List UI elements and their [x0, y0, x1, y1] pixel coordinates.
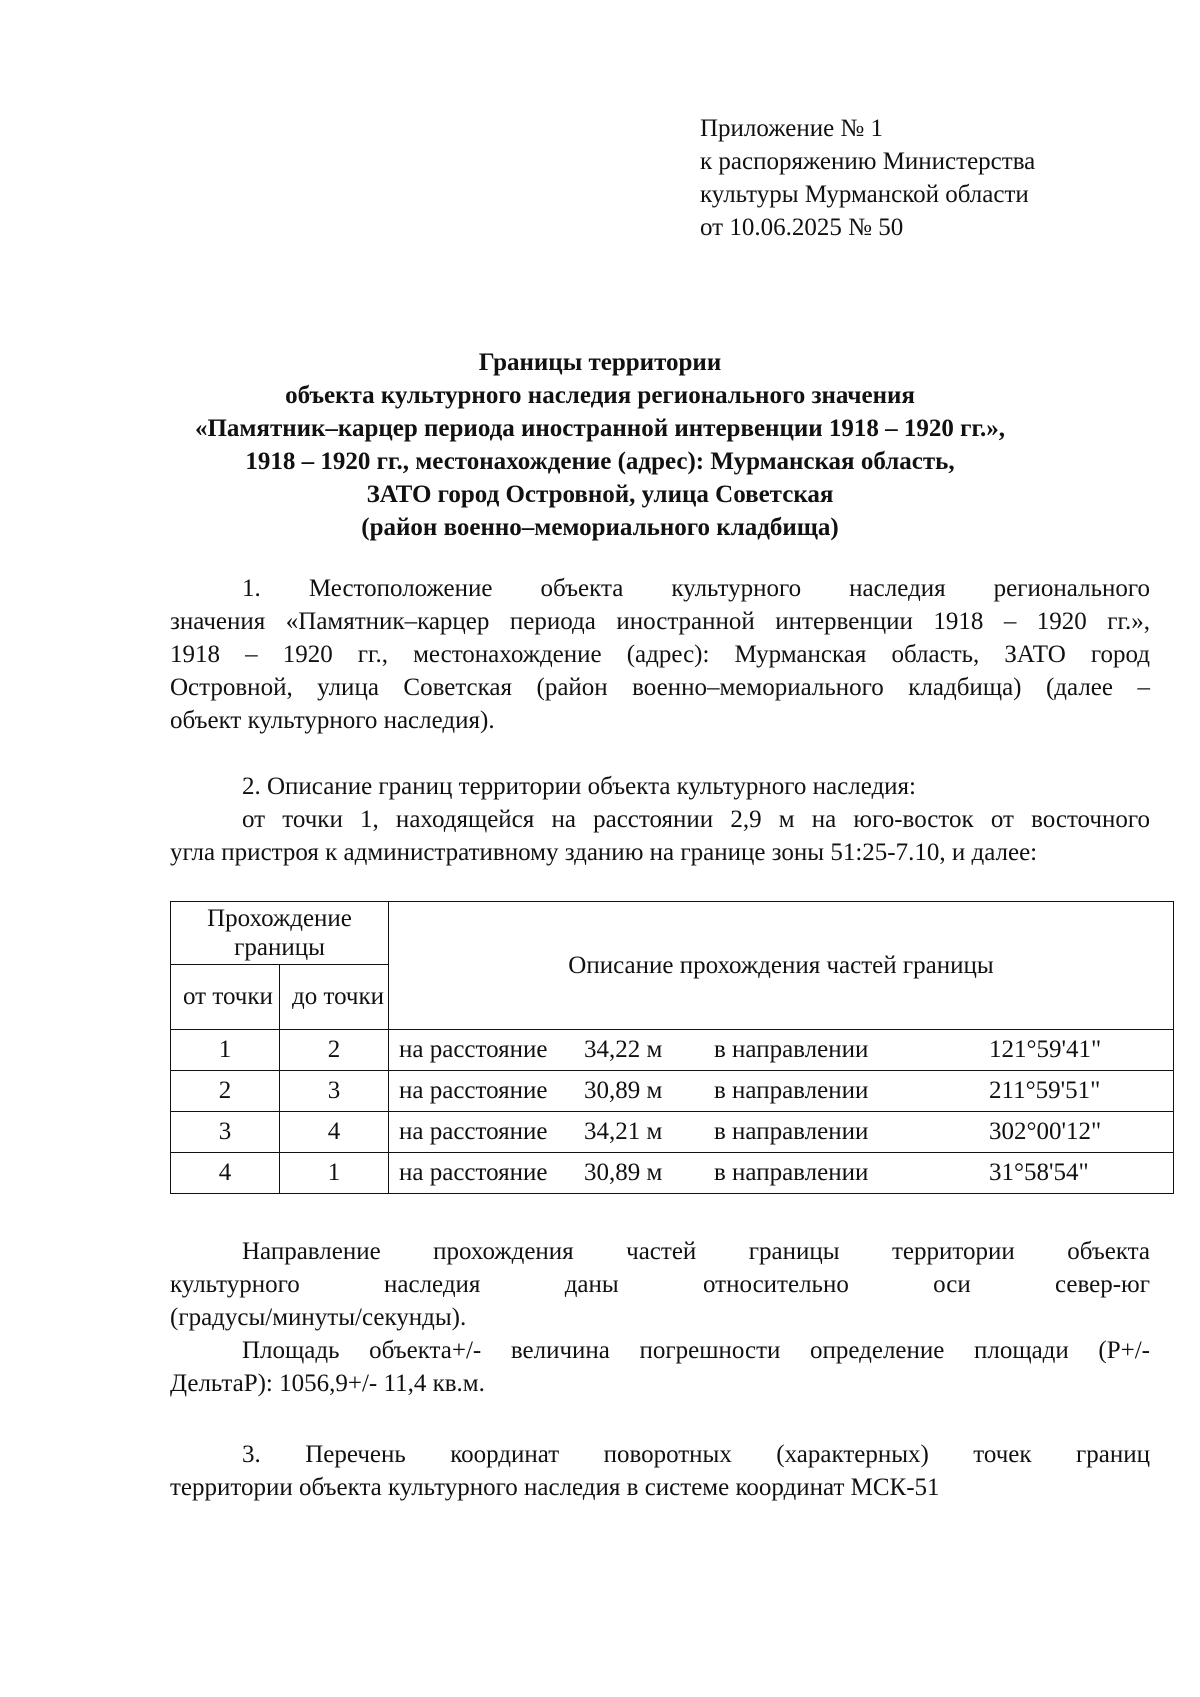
header-description: Описание прохождения частей границы — [389, 902, 1174, 1030]
boundary-table — [170, 901, 1174, 1194]
cell-to: 2 — [280, 1030, 389, 1071]
direction-notes — [170, 1235, 1150, 1400]
cell-description — [389, 1112, 1174, 1153]
distance-label: на расстояние — [399, 1036, 548, 1063]
paragraph-line: значения «Памятник–карцер периода иностранной интервенции 1918 – 1920 гг.», — [170, 608, 1150, 635]
cell-description — [389, 1153, 1174, 1194]
table-row — [171, 1112, 1174, 1153]
paragraph-line: территории объекта культурного наследия в системе координат МСК-51 — [170, 1474, 940, 1501]
area-line: ДельтаP): 1056,9+/- 11,4 кв.м. — [170, 1370, 485, 1397]
header-boundary-pass: Прохождение границы — [171, 902, 389, 965]
title-line: ЗАТО город Островной, улица Советская — [366, 481, 834, 508]
appendix-header — [700, 112, 1035, 244]
section-3-coordinates — [170, 1438, 1150, 1504]
distance-label: на расстояние — [399, 1118, 548, 1145]
cell-from: 2 — [171, 1071, 280, 1112]
section-1-location — [170, 572, 1150, 737]
appendix-line: к распоряжению Министерства — [700, 148, 1036, 175]
direction-angle: 211°59'51" — [989, 1077, 1101, 1104]
title-line: 1918 – 1920 гг., местонахождение (адрес): Мурманская область, — [245, 448, 955, 475]
distance-value: 34,22 м — [584, 1036, 663, 1063]
table-row — [171, 1153, 1174, 1194]
appendix-line: Приложение № 1 — [700, 115, 884, 142]
cell-from: 3 — [171, 1112, 280, 1153]
cell-to: 4 — [280, 1112, 389, 1153]
section-heading: 2. Описание границ территории объекта культурного наследия: — [242, 773, 916, 800]
title-line: Границы территории — [478, 349, 722, 376]
cell-description — [389, 1071, 1174, 1112]
distance-value: 30,89 м — [584, 1077, 663, 1104]
paragraph-line: Островной, улица Советская (район военно–мемориального кладбища) (далее – — [170, 674, 1150, 701]
appendix-line: от 10.06.2025 № 50 — [700, 214, 904, 241]
paragraph-line: культурного наследия даны относительно оси север-юг — [170, 1271, 1150, 1298]
appendix-line: культуры Мурманской области — [700, 181, 1029, 208]
paragraph-line: (градусы/минуты/секунды). — [170, 1304, 467, 1331]
paragraph-line: угла пристроя к административному зданию на границе зоны 51:25-7.10, и далее: — [170, 839, 1038, 866]
direction-label: в направлении — [714, 1077, 869, 1104]
paragraph-line: 1918 – 1920 гг., местонахождение (адрес): Мурманская область, ЗАТО город — [170, 641, 1150, 668]
paragraph-line: 1. Местоположение объекта культурного наследия регионального — [242, 575, 1150, 602]
distance-value: 30,89 м — [584, 1159, 663, 1186]
cell-from: 4 — [171, 1153, 280, 1194]
paragraph-line: Направление прохождения частей границы территории объекта — [242, 1238, 1150, 1265]
direction-label: в направлении — [714, 1159, 869, 1186]
paragraph-line: от точки 1, находящейся на расстоянии 2,9 м на юго-восток от восточного — [242, 806, 1150, 833]
title-line: объекта культурного наследия регионального значения — [285, 382, 915, 409]
cell-from: 1 — [171, 1030, 280, 1071]
distance-label: на расстояние — [399, 1077, 548, 1104]
direction-angle: 121°59'41" — [989, 1036, 1102, 1063]
cell-to: 1 — [280, 1153, 389, 1194]
distance-label: на расстояние — [399, 1159, 548, 1186]
title-line: «Памятник–карцер периода иностранной интервенции 1918 – 1920 гг.», — [194, 415, 1006, 442]
cell-to: 3 — [280, 1071, 389, 1112]
table-row — [171, 1071, 1174, 1112]
paragraph-line: объект культурного наследия). — [170, 707, 495, 734]
direction-label: в направлении — [714, 1036, 869, 1063]
direction-label: в направлении — [714, 1118, 869, 1145]
distance-value: 34,21 м — [584, 1118, 663, 1145]
header-from-point: от точки — [171, 965, 280, 1030]
document-title — [160, 346, 1040, 544]
paragraph-line: 3. Перечень координат поворотных (характерных) точек границ — [242, 1441, 1150, 1468]
cell-description — [389, 1030, 1174, 1071]
table-row — [171, 1030, 1174, 1071]
area-line: Площадь объекта+/- величина погрешности определение площади (P+/- — [242, 1337, 1150, 1364]
direction-angle: 302°00'12" — [989, 1118, 1102, 1145]
header-to-point: до точки — [280, 965, 389, 1030]
title-line: (район военно–мемориального кладбища) — [361, 514, 839, 541]
section-2-description — [170, 770, 1150, 869]
direction-angle: 31°58'54" — [989, 1159, 1089, 1186]
